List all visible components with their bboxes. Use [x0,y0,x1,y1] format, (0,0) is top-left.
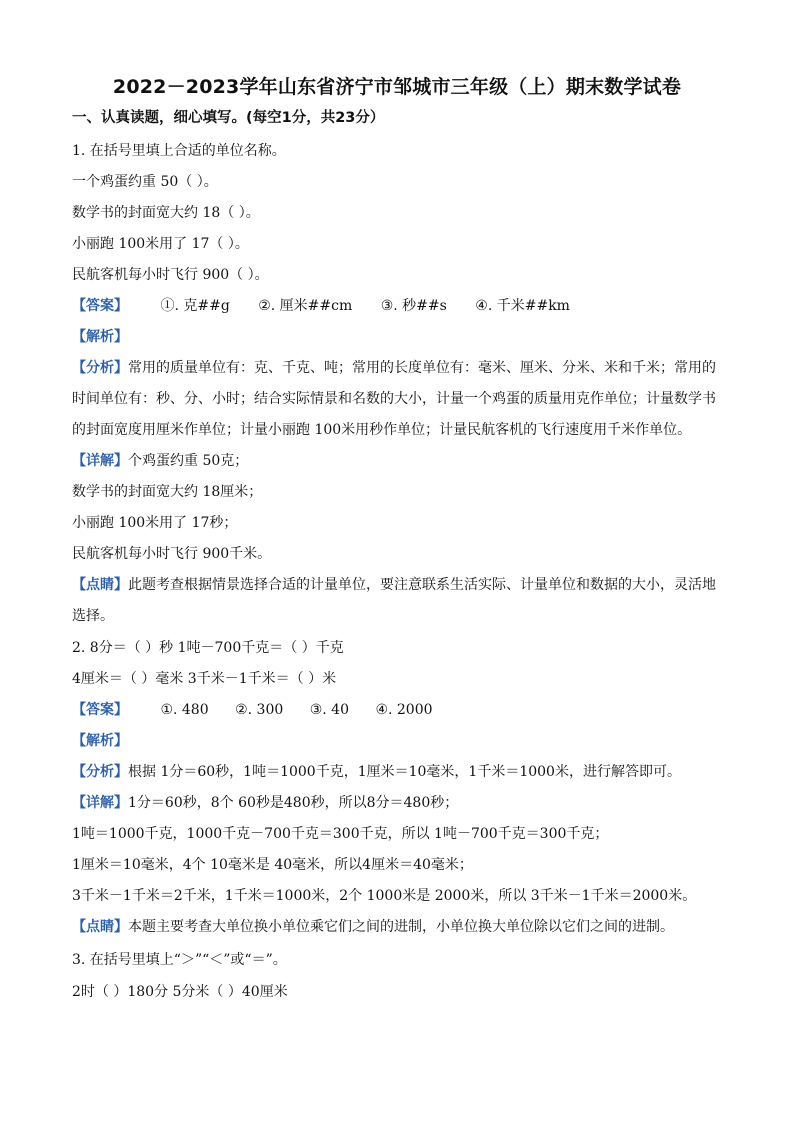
answer-row [72,296,732,316]
analysis-tag: 【解析】 [72,329,128,345]
question-2-line: 4厘米＝（ ）毫米 3千米－1千米＝（ ）米 [72,671,337,687]
dianjing-text: 本题主要考查大单位换小单位乘它们之间的进制，小单位换大单位除以它们之间的进制。 [128,919,674,935]
answer-tag: 【答案】 [72,298,128,314]
dianjing-tag: 【点睛】 [72,919,128,935]
fenxi-tag: 【分析】 [72,360,128,376]
answer-item: ④. 千米##km [475,298,570,314]
answer-row [72,700,732,720]
answer-item: ③. 40 [309,702,349,718]
question-1-line: 一个鸡蛋约重 50（ ）。 [72,174,218,190]
fenxi-text: 时间单位有：秒、分、小时；结合实际情景和名数的大小，计量一个鸡蛋的质量用克作单位；计量数学书 [72,391,716,407]
xiangjie-tag: 【详解】 [72,795,128,811]
xiangjie-text: 数学书的封面宽大约 18厘米； [72,484,263,500]
answer-item: ②. 厘米##cm [258,298,353,314]
answer-item: ①. 480 [160,702,209,718]
fenxi-tag: 【分析】 [72,764,128,780]
xiangjie-text: 3千米－1千米＝2千米，1千米＝1000米，2个 1000米是 2000米，所以 3千米－1千米＝2000米。 [72,888,697,904]
question-1-line: 民航客机每小时飞行 900（ ）。 [72,267,269,283]
xiangjie-text: 民航客机每小时飞行 900千米。 [72,546,272,562]
analysis-heading [72,731,732,751]
xiangjie-paragraph [72,793,732,813]
xiangjie-tag: 【详解】 [72,453,128,469]
analysis-heading [72,327,732,347]
dianjing-paragraph [72,575,732,595]
xiangjie-text: 小丽跑 100米用了 17秒； [72,515,238,531]
xiangjie-text: 1吨＝1000千克，1000千克－700千克＝300千克，所以 1吨－700千克＝300千克； [72,826,609,842]
xiangjie-text: 1分＝60秒，8个 60秒是480秒，所以8分＝480秒； [128,795,459,811]
fenxi-text: 常用的质量单位有：克、千克、吨；常用的长度单位有：毫米、厘米、分米、米和千米；常用的 [128,360,716,376]
xiangjie-text: 个鸡蛋约重 50克； [128,453,249,469]
dianjing-text: 选择。 [72,608,114,624]
question-3-line: 2时（ ）180分 5分米（ ）40厘米 [72,984,288,1000]
section-heading: 一、认真读题，细心填写。(每空1分，共23分） [72,110,385,126]
dianjing-paragraph [72,917,732,937]
question-3-stem: 3. 在括号里填上“＞”“＜”或“＝”。 [72,952,287,968]
page-title: 2022－2023学年山东省济宁市邹城市三年级（上）期末数学试卷 [112,76,682,98]
fenxi-paragraph [72,762,732,782]
dianjing-text: 此题考查根据情景选择合适的计量单位，要注意联系生活实际、计量单位和数据的大小，灵活地 [128,577,716,593]
fenxi-paragraph [72,358,732,378]
question-1-line: 小丽跑 100米用了 17（ ）。 [72,236,249,252]
answer-item: ②. 300 [235,702,284,718]
xiangjie-text: 1厘米＝10毫米，4个 10毫米是 40毫米，所以4厘米＝40毫米； [72,857,473,873]
question-1-line: 数学书的封面宽大约 18（ ）。 [72,205,260,221]
fenxi-text: 根据 1分＝60秒，1吨＝1000千克，1厘米＝10毫米，1千米＝1000米，进行解答即可。 [128,764,681,780]
answer-item: ①. 克##g [160,298,230,314]
xiangjie-paragraph [72,451,732,471]
answer-item: ④. 2000 [375,702,433,718]
dianjing-tag: 【点睛】 [72,577,128,593]
answer-tag: 【答案】 [72,702,128,718]
question-1-stem: 1. 在括号里填上合适的单位名称。 [72,143,286,159]
analysis-tag: 【解析】 [72,733,128,749]
answer-item: ③. 秒##s [380,298,447,314]
fenxi-text: 的封面宽度用厘米作单位；计量小丽跑 100米用秒作单位；计量民航客机的飞行速度用千米作单位。 [72,422,692,438]
question-2-line: 2. 8分＝（ ）秒 1吨－700千克＝（ ）千克 [72,640,344,656]
